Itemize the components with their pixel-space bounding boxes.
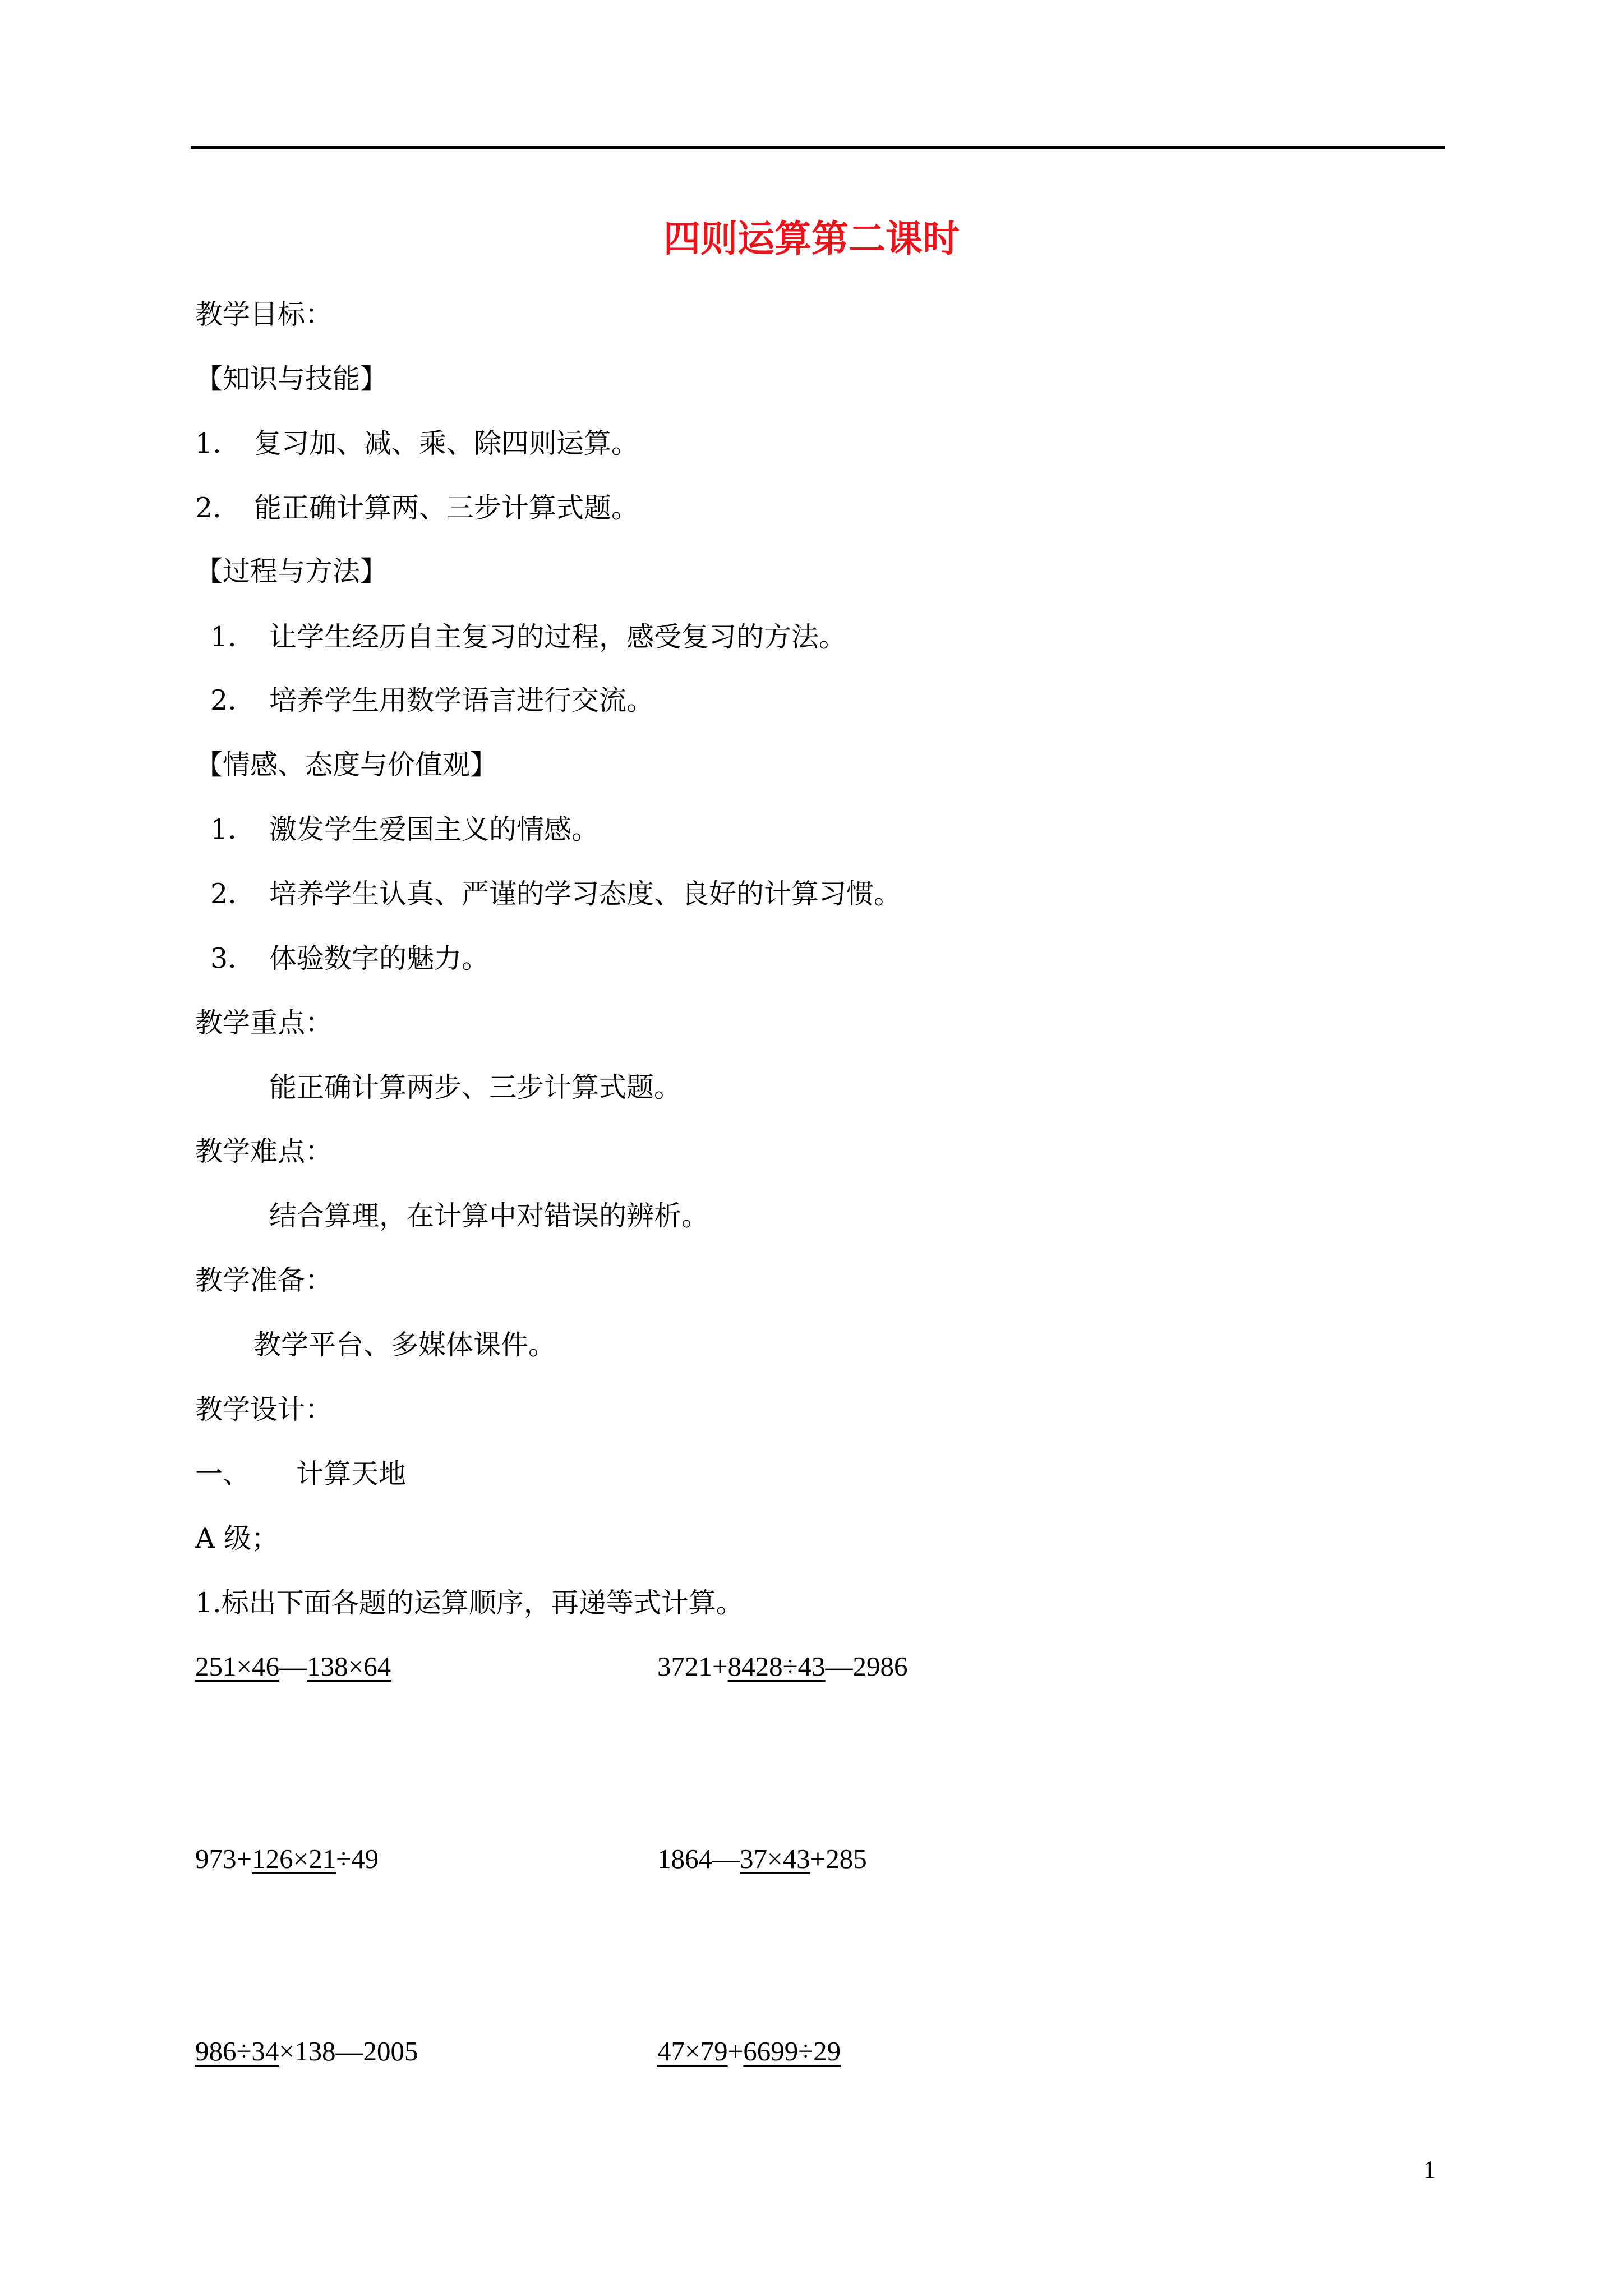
key-point-text: 能正确计算两步、三步计算式题。 [269,1071,682,1103]
expression [657,1842,867,1876]
expression-term: —2986 [825,1651,908,1682]
underlined-term: 138×64 [307,1651,391,1682]
item-number: 2. [195,492,222,524]
design-section [195,1457,406,1492]
knowledge-item-1 [195,426,639,461]
emotion-item-1 [210,812,599,847]
key-point-heading: 教学重点： [195,1007,333,1039]
item-number: 1. [210,813,237,845]
underlined-term: 986÷34 [195,2036,279,2067]
section-number: 一、 [195,1458,251,1490]
expression-term: 1864— [657,1843,740,1874]
expression [195,2034,418,2069]
underlined-term: 47×79 [657,2036,728,2067]
item-number: 2. [210,684,237,716]
header-rule [191,146,1445,149]
item-text: 培养学生认真、严谨的学习态度、良好的计算习惯。 [269,878,902,910]
expression [195,1842,379,1876]
item-text: 培养学生用数学语言进行交流。 [269,684,654,716]
expression-term: 3721+ [657,1651,728,1682]
item-number: 2. [210,878,237,910]
emotion-item-2 [210,877,901,912]
underlined-term: 8428÷43 [727,1651,826,1682]
process-item-2 [210,683,654,718]
page-title: 四则运算第二课时 [663,217,960,260]
design-heading: 教学设计： [195,1393,333,1425]
emotion-item-3 [210,941,489,976]
underlined-term: 37×43 [740,1843,810,1874]
task-instruction: 1.标出下面各题的运算顺序，再递等式计算。 [195,1587,744,1619]
item-text: 复习加、减、乘、除四则运算。 [254,427,639,459]
expression-term: ×138—2005 [279,2036,418,2067]
item-number: 3. [210,942,237,974]
expression-term: ÷49 [336,1843,379,1874]
objectives-heading: 教学目标： [195,298,333,330]
expression [195,1649,391,1684]
level-label: A 级； [195,1522,279,1554]
item-text: 能正确计算两、三步计算式题。 [254,492,639,524]
item-text: 让学生经历自主复习的过程，感受复习的方法。 [269,621,847,653]
knowledge-heading: 【知识与技能】 [195,363,388,395]
difficulty-heading: 教学难点： [195,1135,333,1167]
item-text: 激发学生爱国主义的情感。 [269,813,600,845]
emotion-heading: 【情感、态度与价值观】 [195,749,498,781]
page-number: 1 [1423,2156,1436,2183]
difficulty-text: 结合算理，在计算中对错误的辨析。 [269,1200,709,1232]
expression [657,1649,908,1684]
item-text: 体验数字的魅力。 [269,942,490,974]
knowledge-item-2 [195,491,639,526]
underlined-term: 126×21 [252,1843,336,1874]
expression-term: — [279,1651,307,1682]
item-number: 1. [195,427,222,459]
expression [657,2034,841,2069]
preparation-heading: 教学准备： [195,1264,333,1296]
process-item-1 [210,620,846,655]
expression-term: +285 [810,1843,867,1874]
item-number: 1. [210,621,237,653]
underlined-term: 251×46 [195,1651,280,1682]
preparation-text: 教学平台、多媒体课件。 [253,1329,556,1361]
expression-term: + [727,2036,744,2067]
process-heading: 【过程与方法】 [195,555,388,587]
expression-term: 973+ [195,1843,252,1874]
section-title: 计算天地 [296,1458,407,1490]
underlined-term: 6699÷29 [743,2036,841,2067]
